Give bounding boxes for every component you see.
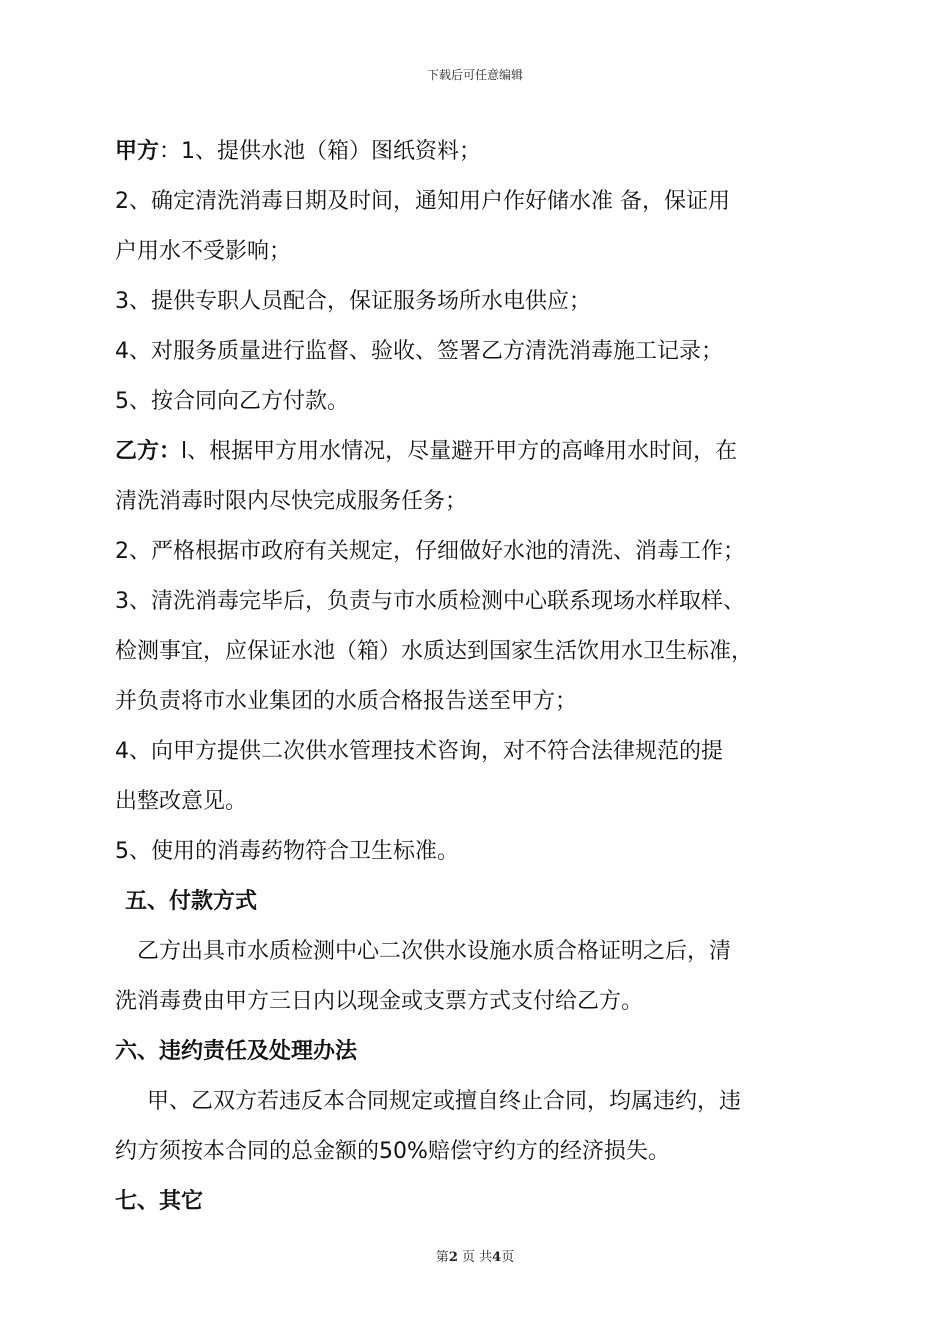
paragraph-line: 乙方出具市水质检测中心二次供水设施水质合格证明之后，清 <box>137 939 732 964</box>
paragraph-line: 2、确定清洗消毒日期及时间，通知用户作好储水准 备，保证用 <box>115 189 730 214</box>
paragraph-line: 检测事宜，应保证水池（箱）水质达到国家生活饮用水卫生标准， <box>115 639 754 664</box>
paragraph-line: 清洗消毒时限内尽快完成服务任务； <box>115 489 468 514</box>
current-page-number: 2 <box>448 1250 458 1265</box>
paragraph-line: 2、严格根据市政府有关规定，仔细做好水池的清洗、消毒工作； <box>115 539 745 564</box>
total-page-number: 4 <box>492 1250 502 1265</box>
paragraph-line: 洗消毒费由甲方三日内以现金或支票方式支付给乙方。 <box>115 989 644 1014</box>
paragraph-line: 3、清洗消毒完毕后，负责与市水质检测中心联系现场水样取样、 <box>115 589 745 614</box>
paragraph-line: 3、提供专职人员配合，保证服务场所水电供应； <box>115 289 591 314</box>
paragraph-line: 约方须按本合同的总金额的50%赔偿守约方的经济损失。 <box>115 1139 670 1164</box>
paragraph-line: 甲、乙双方若违反本合同规定或擅自终止合同，均属违约，违 <box>147 1089 742 1114</box>
paragraph-line: 并负责将市水业集团的水质合格报告送至甲方； <box>115 689 578 714</box>
paragraph-line: 乙方：l、根据甲方用水情况，尽量避开甲方的高峰用水时间，在 <box>115 439 738 464</box>
document-body <box>115 127 840 1227</box>
page-footer: 第2 页 共4页 <box>435 1250 515 1265</box>
paragraph-line: 4、对服务质量进行监督、验收、签署乙方清洗消毒施工记录； <box>115 339 723 364</box>
section-heading-payment: 五、付款方式 <box>125 889 258 914</box>
paragraph-line: 5、使用的消毒药物符合卫生标准。 <box>115 839 459 864</box>
page-header: 下载后可任意编辑 <box>426 68 523 82</box>
party-a-label: 甲方 <box>115 139 160 164</box>
section-heading-other: 七、其它 <box>115 1189 204 1214</box>
paragraph-line: 出整改意见。 <box>115 789 248 814</box>
section-heading-breach: 六、违约责任及处理办法 <box>115 1039 358 1064</box>
paragraph-line: 4、向甲方提供二次供水管理技术咨询，对不符合法律规范的提 <box>115 739 723 764</box>
paragraph-line: 甲方：1、提供水池（箱）图纸资料； <box>115 139 482 164</box>
party-b-label: 乙方： <box>115 439 182 464</box>
paragraph-line: 5、按合同向乙方付款。 <box>115 389 349 414</box>
paragraph-line: 户用水不受影响； <box>115 239 292 264</box>
